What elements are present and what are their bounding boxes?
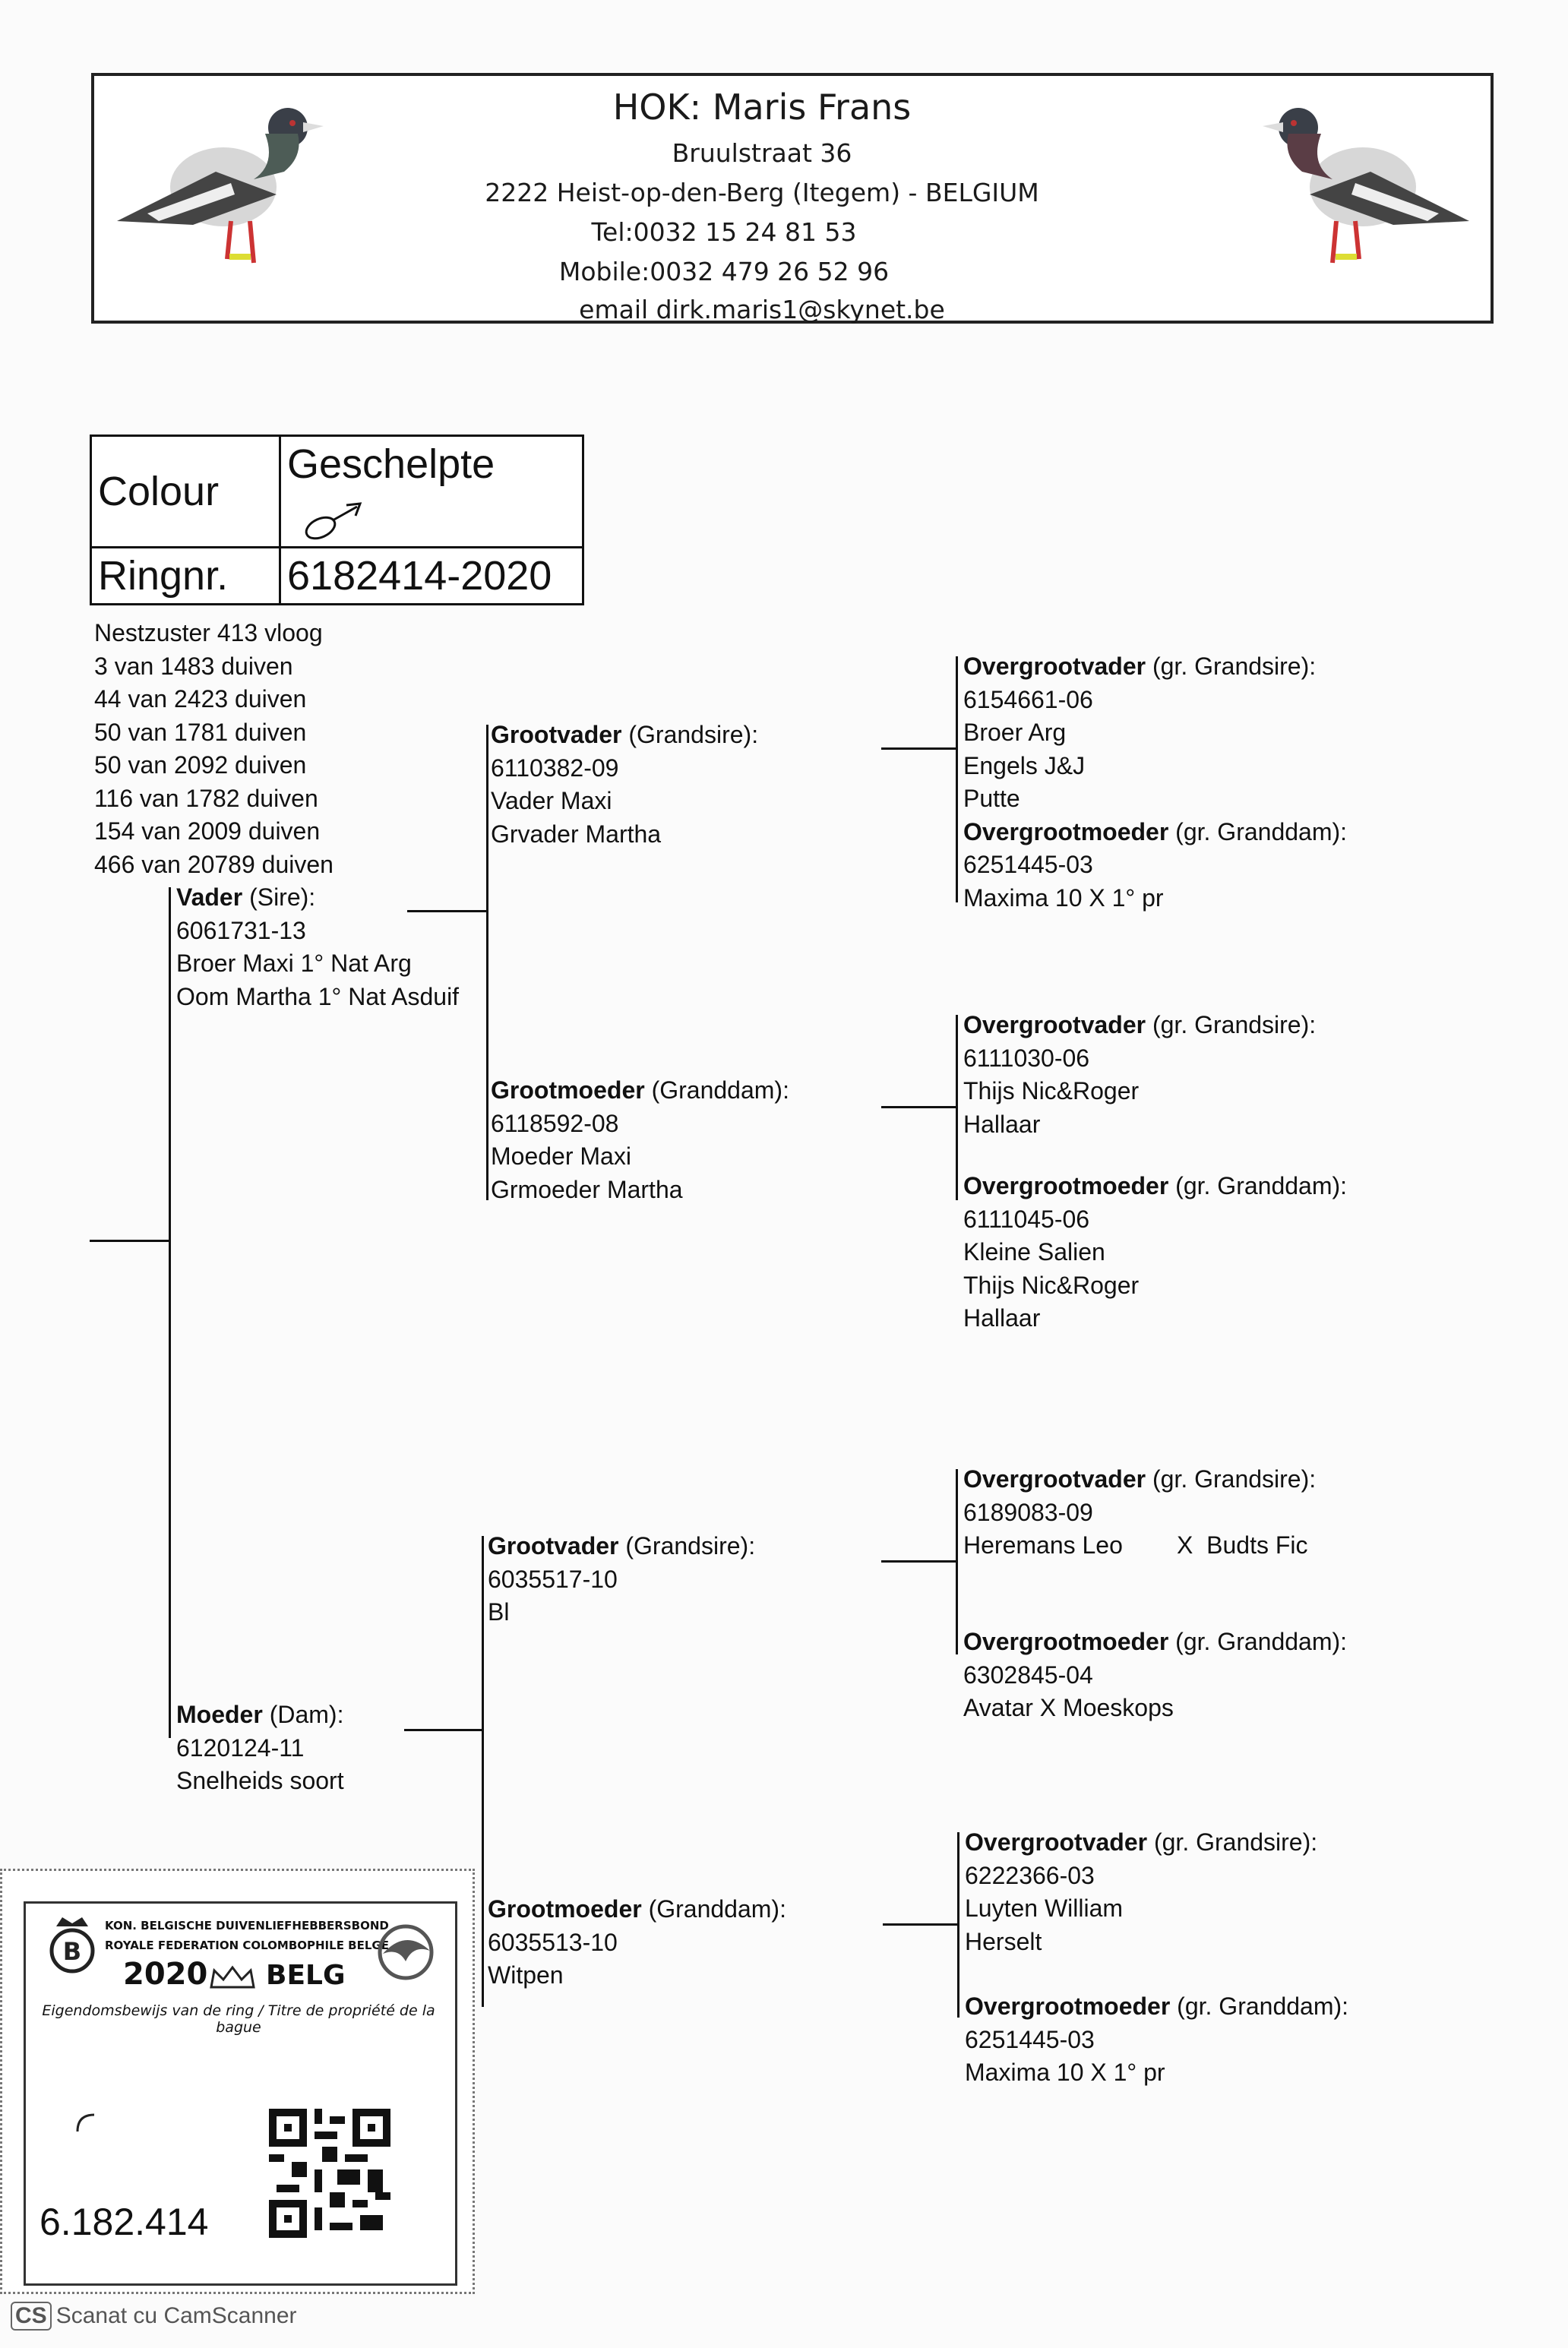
ownership-caption: Eigendomsbewijs van de ring / Titre de propriété de la bague: [42, 2002, 435, 2036]
grandsire-1-block: [491, 719, 758, 851]
grandsire-1-ring: 6110382-09: [491, 754, 619, 782]
svg-text:B: B: [62, 1937, 82, 1966]
great-granddam-2-label: Overgrootmoeder: [963, 1172, 1169, 1199]
pedigree-line: [881, 1560, 957, 1563]
great-grandsire-1-ring: 6154661-06: [963, 685, 1093, 713]
great-grandsire-2-label: Overgrootvader: [963, 1011, 1146, 1038]
pedigree-line: [407, 910, 488, 912]
grandsire-1-note: Grvader Martha: [491, 820, 662, 848]
dam-label: Moeder: [176, 1701, 263, 1728]
granddam-2-block: [488, 1893, 786, 1992]
great-grandsire-3-block: [963, 1463, 1316, 1563]
grandsire-2-ring: 6035517-10: [488, 1565, 618, 1593]
great-grandsire-2-sub: (gr. Grandsire):: [1146, 1011, 1317, 1038]
great-granddam-3-ring: 6302845-04: [963, 1661, 1093, 1689]
ring-country: BELG: [266, 1960, 346, 1991]
ring-certificate-card: [0, 1869, 475, 2294]
great-grandsire-1-block: [963, 650, 1347, 915]
result-line: 44 van 2423 duiven: [94, 685, 307, 713]
grandsire-2-note: Bl: [488, 1598, 510, 1626]
great-granddam-3-block: [963, 1626, 1347, 1725]
great-granddam-2-note: Thijs Nic&Roger: [963, 1271, 1140, 1299]
dam-ring: 6120124-11: [176, 1733, 305, 1762]
grandsire-2-label: Grootvader: [488, 1532, 619, 1560]
sire-ring: 6061731-13: [176, 916, 306, 944]
ring-label: Ringnr.: [91, 548, 280, 605]
result-line: 116 van 1782 duiven: [94, 784, 318, 812]
great-granddam-4-label: Overgrootmoeder: [965, 1992, 1171, 2020]
grandsire-2-sub: (Grandsire):: [618, 1532, 756, 1560]
great-granddam-2-sub: (gr. Granddam):: [1168, 1172, 1348, 1199]
grandsire-2-block: [488, 1530, 755, 1629]
great-granddam-3-sub: (gr. Granddam):: [1168, 1628, 1348, 1655]
colour-cell: [280, 436, 583, 548]
pedigree-line: [881, 1106, 957, 1108]
great-granddam-2-block: [963, 1170, 1347, 1335]
ring-certificate-inner: [24, 1901, 457, 2286]
dam-sub: (Dam):: [262, 1701, 344, 1728]
great-grandsire-3-note: Heremans Leo X Budts Fic: [963, 1531, 1308, 1559]
dam-note: Snelheids soort: [176, 1767, 344, 1794]
sire-sub: (Sire):: [242, 883, 316, 911]
result-line: Nestzuster 413 vloog: [94, 619, 323, 646]
pedigree-line: [883, 1923, 959, 1926]
dam-block: [176, 1699, 344, 1798]
breeder-header: [91, 73, 1494, 324]
great-granddam-4-note: Maxima 10 X 1° pr: [965, 2059, 1165, 2086]
granddam-1-label: Grootmoeder: [491, 1076, 645, 1104]
breeder-name: HOK: Maris Frans: [612, 87, 912, 128]
great-granddam-4-ring: 6251445-03: [965, 2025, 1095, 2053]
great-grandsire-2-block: [963, 1009, 1316, 1141]
federation-name-nl: KON. BELGISCHE DUIVENLIEFHEBBERSBOND: [105, 1919, 389, 1932]
great-grandsire-2-note: Thijs Nic&Roger: [963, 1077, 1140, 1104]
sire-label: Vader: [176, 883, 243, 911]
pedigree-line: [169, 887, 171, 1738]
great-grandsire-4-note: Luyten William: [965, 1895, 1124, 1922]
great-grandsire-3-sub: (gr. Grandsire):: [1146, 1465, 1317, 1493]
ring-year: 2020: [123, 1957, 208, 1992]
granddam-2-sub: (Granddam):: [641, 1895, 786, 1923]
pedigree-line: [956, 1469, 958, 1654]
result-line: 50 van 1781 duiven: [94, 718, 307, 746]
pedigree-line: [486, 725, 488, 1200]
camscanner-logo-icon: CS: [11, 2302, 52, 2331]
colour-label: Colour: [91, 436, 280, 548]
great-granddam-1-sub: (gr. Granddam):: [1168, 817, 1348, 845]
great-grandsire-1-label: Overgrootvader: [963, 653, 1146, 680]
pedigree-line: [404, 1729, 483, 1731]
granddam-2-note: Witpen: [488, 1961, 564, 1989]
result-line: 50 van 2092 duiven: [94, 751, 307, 779]
result-line: 466 van 20789 duiven: [94, 850, 334, 878]
great-grandsire-4-sub: (gr. Grandsire):: [1147, 1828, 1318, 1856]
grandsire-1-note: Vader Maxi: [491, 787, 612, 814]
great-grandsire-1-note: Broer Arg: [963, 719, 1067, 746]
great-granddam-3-label: Overgrootmoeder: [963, 1628, 1169, 1655]
grandsire-1-sub: (Grandsire):: [621, 721, 759, 748]
camscanner-footer: [11, 2302, 297, 2331]
result-line: 3 van 1483 duiven: [94, 652, 293, 680]
great-grandsire-2-ring: 6111030-06: [963, 1044, 1090, 1072]
sire-note: Broer Maxi 1° Nat Arg: [176, 950, 412, 977]
granddam-2-label: Grootmoeder: [488, 1895, 642, 1923]
race-results: [94, 617, 334, 881]
great-granddam-4-sub: (gr. Granddam):: [1170, 1992, 1349, 2020]
pedigree-line: [482, 1536, 484, 2007]
result-line: 154 van 2009 duiven: [94, 817, 321, 845]
granddam-1-block: [491, 1074, 789, 1206]
punch-hole-icon: [71, 2109, 102, 2139]
great-grandsire-1-sub: (gr. Grandsire):: [1146, 653, 1317, 680]
ring-number: 6.182.414: [40, 2201, 209, 2243]
pedigree-line: [90, 1240, 170, 1242]
breeder-mobile: Mobile:0032 479 26 52 96: [558, 257, 890, 286]
crown-icon: [208, 1964, 257, 1992]
granddam-1-sub: (Granddam):: [644, 1076, 789, 1104]
great-grandsire-3-label: Overgrootvader: [963, 1465, 1146, 1493]
great-granddam-2-note: Kleine Salien: [963, 1238, 1105, 1266]
qr-code-icon: [269, 2109, 390, 2238]
granddam-1-note: Moeder Maxi: [491, 1142, 631, 1170]
federation-name-fr: ROYALE FEDERATION COLOMBOPHILE BELGE: [105, 1939, 389, 1952]
great-granddam-3-note: Avatar X Moeskops: [963, 1694, 1174, 1721]
granddam-2-ring: 6035513-10: [488, 1928, 618, 1956]
pedigree-line: [881, 747, 957, 750]
breeder-email: email dirk.maris1@skynet.be: [579, 295, 945, 324]
great-granddam-2-ring: 6111045-06: [963, 1205, 1090, 1233]
great-granddam-1-label: Overgrootmoeder: [963, 817, 1169, 845]
camscanner-text: Scanat cu CamScanner: [55, 2303, 297, 2328]
great-grandsire-3-ring: 6189083-09: [963, 1498, 1093, 1526]
great-grandsire-4-note: Herselt: [965, 1927, 1042, 1955]
sire-note: Oom Martha 1° Nat Asduif: [176, 982, 460, 1010]
breeder-tel: Tel:0032 15 24 81 53: [591, 217, 857, 247]
grandsire-1-label: Grootvader: [491, 721, 622, 748]
great-granddam-4-block: [965, 1990, 1348, 2090]
granddam-1-ring: 6118592-08: [491, 1109, 619, 1137]
pedigree-line: [956, 656, 958, 902]
great-granddam-1-ring: 6251445-03: [963, 851, 1093, 878]
great-granddam-1-note: Maxima 10 X 1° pr: [963, 883, 1164, 912]
great-granddam-2-note: Hallaar: [963, 1304, 1041, 1332]
male-symbol-icon: [298, 499, 366, 545]
great-grandsire-4-label: Overgrootvader: [965, 1828, 1148, 1856]
ring-value: 6182414-2020: [280, 548, 583, 605]
pedigree-line: [956, 1015, 958, 1200]
colour-row: [91, 436, 583, 548]
sire-block: [176, 881, 459, 1013]
breeder-city: 2222 Heist-op-den-Berg (Itegem) - BELGIUM: [485, 178, 1039, 207]
pedigree-line: [957, 1832, 959, 2018]
great-grandsire-1-note: Putte: [963, 785, 1020, 812]
great-grandsire-1-note: Engels J&J: [963, 751, 1086, 779]
breeder-street: Bruulstraat 36: [672, 138, 852, 168]
great-grandsire-4-ring: 6222366-03: [965, 1861, 1095, 1889]
great-grandsire-2-note: Hallaar: [963, 1110, 1041, 1138]
colour-value: Geschelpte: [287, 441, 495, 487]
great-grandsire-4-block: [965, 1826, 1317, 1958]
bird-emblem-icon: [368, 1914, 444, 1983]
ring-row: [91, 548, 583, 605]
granddam-1-note: Grmoeder Martha: [491, 1175, 683, 1203]
bird-info-table: [90, 435, 584, 605]
federation-logo-icon: [46, 1916, 99, 1974]
